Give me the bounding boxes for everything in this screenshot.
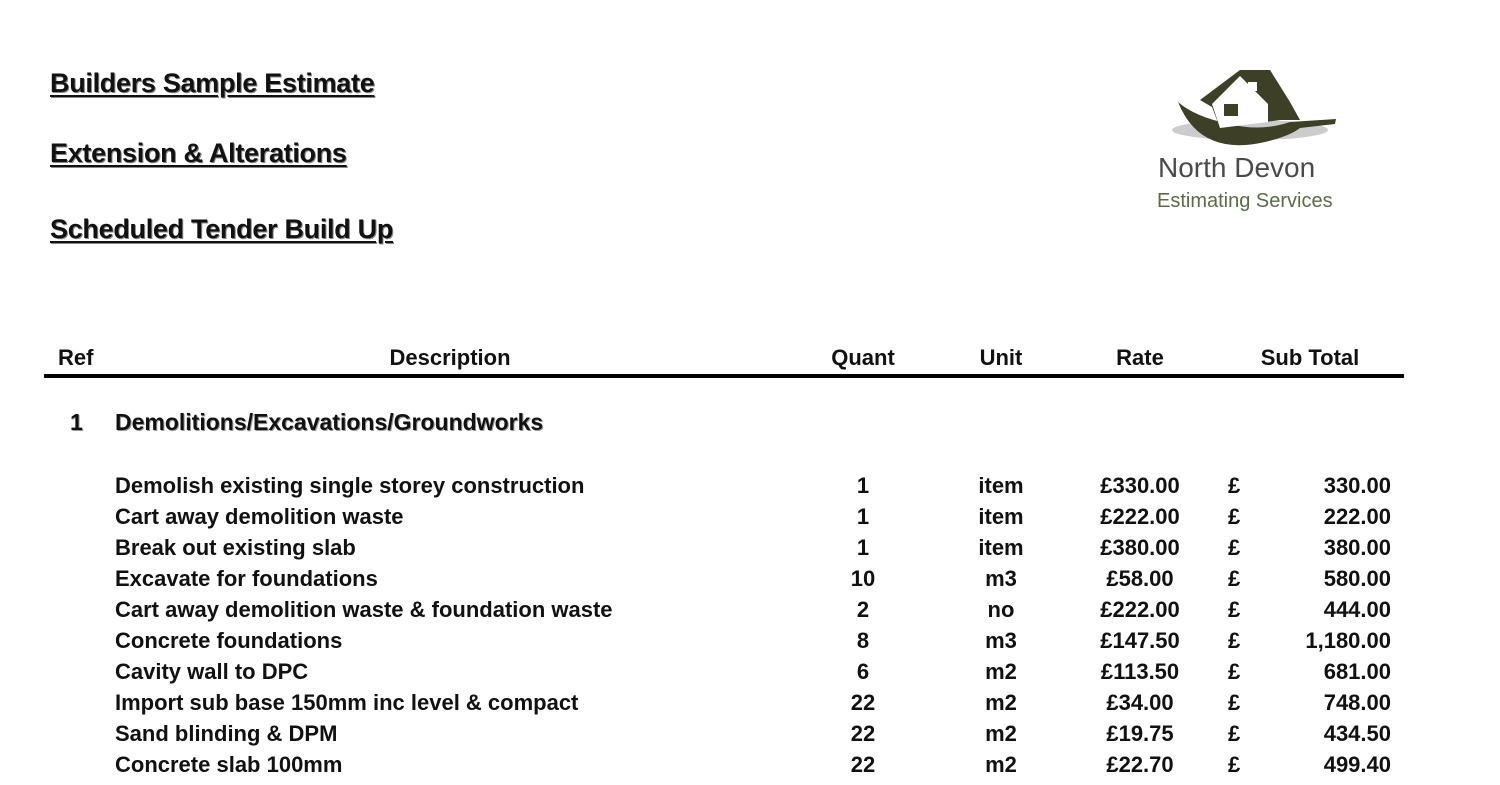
description: Cavity wall to DPC bbox=[115, 659, 309, 684]
quantity: 2 bbox=[856, 597, 870, 622]
rate: £147.50 bbox=[1100, 628, 1180, 653]
header-rate: Rate bbox=[1116, 345, 1164, 370]
rate: £330.00 bbox=[1100, 473, 1180, 498]
subtotal: 748.00 bbox=[1323, 690, 1391, 715]
unit: item bbox=[978, 535, 1024, 560]
rate: £34.00 bbox=[1106, 690, 1174, 715]
currency-symbol: £ bbox=[1228, 690, 1241, 715]
rate: £222.00 bbox=[1100, 504, 1180, 529]
description: Break out existing slab bbox=[115, 535, 356, 560]
unit: item bbox=[978, 504, 1024, 529]
quantity: 22 bbox=[850, 721, 876, 746]
currency-symbol: £ bbox=[1228, 659, 1241, 684]
description: Concrete slab 100mm bbox=[115, 752, 343, 777]
subtotal: 330.00 bbox=[1323, 473, 1391, 498]
currency-symbol: £ bbox=[1228, 504, 1241, 529]
table-row bbox=[0, 659, 1500, 690]
quantity: 22 bbox=[850, 752, 876, 777]
currency-symbol: £ bbox=[1228, 473, 1241, 498]
quantity: 1 bbox=[856, 535, 870, 560]
unit: m2 bbox=[985, 659, 1017, 684]
header-ref: Ref bbox=[58, 345, 94, 370]
currency-symbol: £ bbox=[1228, 721, 1241, 746]
header-description: Description bbox=[389, 345, 511, 370]
description: Cart away demolition waste bbox=[115, 504, 404, 529]
currency-symbol: £ bbox=[1228, 597, 1241, 622]
description: Concrete foundations bbox=[115, 628, 343, 653]
currency-symbol: £ bbox=[1228, 628, 1241, 653]
rate: £58.00 bbox=[1106, 566, 1174, 591]
header-unit: Unit bbox=[979, 345, 1023, 370]
subtotal: 434.50 bbox=[1323, 721, 1391, 746]
subtotal: 380.00 bbox=[1323, 535, 1391, 560]
table-row bbox=[0, 473, 1500, 504]
table-row bbox=[0, 628, 1500, 659]
subtotal: 580.00 bbox=[1323, 566, 1391, 591]
logo-line1: North Devon bbox=[1158, 152, 1316, 183]
section-ref: 1 bbox=[70, 409, 83, 435]
unit: m2 bbox=[985, 752, 1017, 777]
subtotal: 681.00 bbox=[1323, 659, 1391, 684]
unit: no bbox=[987, 597, 1015, 622]
header-divider bbox=[44, 374, 1404, 378]
quantity: 10 bbox=[850, 566, 876, 591]
unit: m2 bbox=[985, 721, 1017, 746]
quantity: 1 bbox=[856, 504, 870, 529]
unit: item bbox=[978, 473, 1024, 498]
header-quant: Quant bbox=[831, 345, 895, 370]
rate: £222.00 bbox=[1100, 597, 1180, 622]
quantity: 6 bbox=[856, 659, 870, 684]
currency-symbol: £ bbox=[1228, 566, 1241, 591]
table-row bbox=[0, 504, 1500, 535]
unit: m3 bbox=[985, 628, 1017, 653]
description: Demolish existing single storey construction bbox=[115, 473, 585, 498]
project-title: Extension & Alterations bbox=[50, 138, 347, 168]
section-title: Demolitions/Excavations/Groundworks bbox=[115, 409, 544, 435]
document-title: Builders Sample Estimate bbox=[50, 68, 375, 98]
quantity: 22 bbox=[850, 690, 876, 715]
table-row bbox=[0, 535, 1500, 566]
subtotal: 499.40 bbox=[1323, 752, 1391, 777]
rate: £380.00 bbox=[1100, 535, 1180, 560]
subtotal: 444.00 bbox=[1323, 597, 1391, 622]
house-logo-icon bbox=[1140, 62, 1370, 152]
table-row bbox=[0, 690, 1500, 721]
table-row bbox=[0, 752, 1500, 783]
document-subtitle: Scheduled Tender Build Up bbox=[50, 214, 394, 244]
currency-symbol: £ bbox=[1228, 535, 1241, 560]
header-subtotal: Sub Total bbox=[1260, 345, 1360, 370]
rate: £22.70 bbox=[1106, 752, 1174, 777]
subtotal: 1,180.00 bbox=[1305, 628, 1391, 653]
quantity: 8 bbox=[856, 628, 870, 653]
description: Sand blinding & DPM bbox=[115, 721, 338, 746]
table-row bbox=[0, 566, 1500, 597]
unit: m3 bbox=[985, 566, 1017, 591]
subtotal: 222.00 bbox=[1323, 504, 1391, 529]
description: Excavate for foundations bbox=[115, 566, 378, 591]
company-logo bbox=[1140, 62, 1370, 222]
quantity: 1 bbox=[856, 473, 870, 498]
rate: £113.50 bbox=[1100, 659, 1180, 684]
description: Cart away demolition waste & foundation waste bbox=[115, 597, 613, 622]
rate: £19.75 bbox=[1106, 721, 1174, 746]
unit: m2 bbox=[985, 690, 1017, 715]
table-row bbox=[0, 721, 1500, 752]
table-row bbox=[0, 597, 1500, 628]
currency-symbol: £ bbox=[1228, 752, 1241, 777]
description: Import sub base 150mm inc level & compact bbox=[115, 690, 579, 715]
logo-line2: Estimating Services bbox=[1157, 190, 1333, 212]
